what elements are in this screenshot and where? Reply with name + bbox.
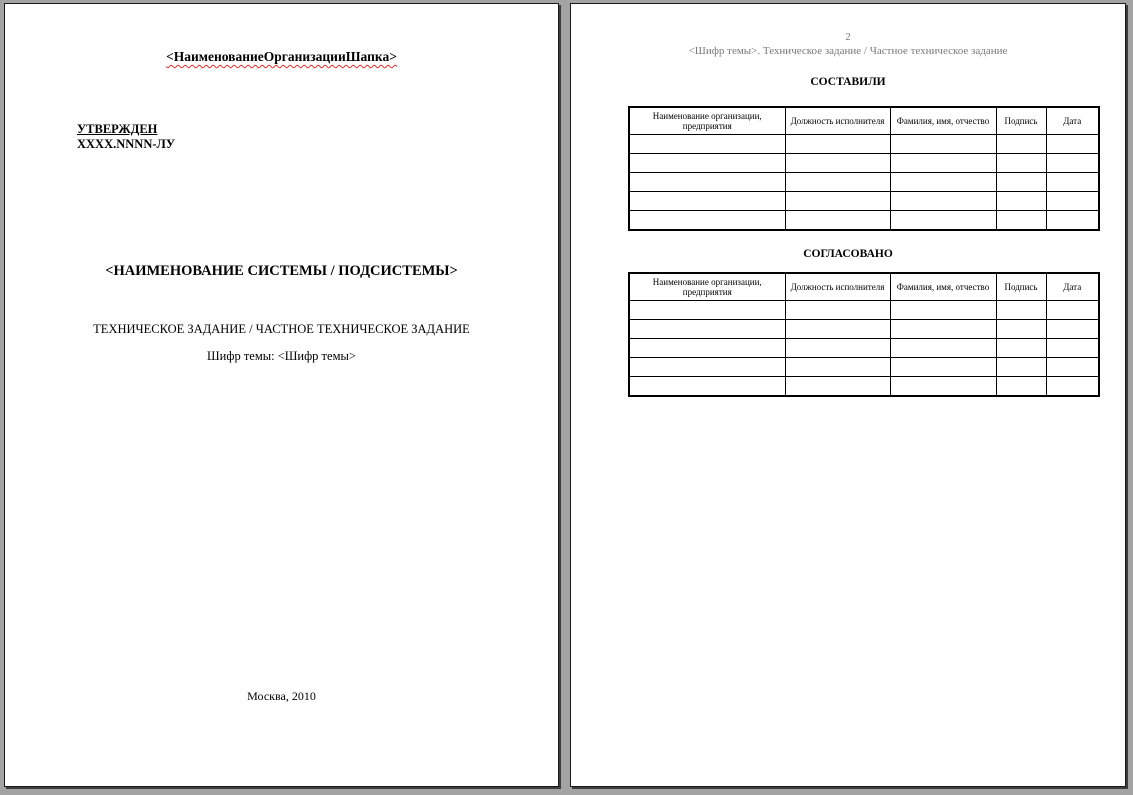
signatures-page [570, 3, 1126, 787]
table-cell [996, 301, 1046, 320]
table-cell [1046, 377, 1099, 397]
table-row [629, 211, 1099, 231]
table-cell [629, 135, 785, 154]
table-cell [785, 320, 890, 339]
table-cell [629, 320, 785, 339]
table-cell [890, 211, 996, 231]
table-header-row [629, 107, 1099, 135]
table-cell [996, 339, 1046, 358]
table-cell [629, 192, 785, 211]
table-cell [785, 154, 890, 173]
column-header: Наименование организации, предприятия [629, 273, 785, 301]
table-cell [629, 301, 785, 320]
column-header: Фамилия, имя, отчество [890, 273, 996, 301]
table-cell [1046, 211, 1099, 231]
column-header: Дата [1046, 273, 1099, 301]
column-header: Должность исполнителя [785, 107, 890, 135]
table-cell [996, 358, 1046, 377]
table-cell [785, 377, 890, 397]
city-year: Москва, 2010 [247, 689, 316, 703]
table-cell [996, 320, 1046, 339]
table-row [629, 301, 1099, 320]
organization-header [5, 49, 558, 65]
table-cell [1046, 173, 1099, 192]
table-cell [996, 377, 1046, 397]
table-row [629, 358, 1099, 377]
column-header: Фамилия, имя, отчество [890, 107, 996, 135]
table-cell [1046, 135, 1099, 154]
table-cell [996, 192, 1046, 211]
column-header: Подпись [996, 273, 1046, 301]
column-header: Наименование организации, предприятия [629, 107, 785, 135]
table-cell [890, 173, 996, 192]
table-cell [996, 154, 1046, 173]
table-cell [785, 135, 890, 154]
column-header: Подпись [996, 107, 1046, 135]
table-cell [996, 135, 1046, 154]
table-cell [785, 339, 890, 358]
compiled-by-title: СОСТАВИЛИ [810, 76, 886, 88]
system-name-title: <НАИМЕНОВАНИЕ СИСТЕМЫ / ПОДСИСТЕМЫ> [105, 263, 458, 279]
table-cell [890, 339, 996, 358]
column-header: Должность исполнителя [785, 273, 890, 301]
table-cell [890, 154, 996, 173]
compiled-by-table [628, 106, 1100, 231]
organization-header-text: <НаименованиеОрганизацииШапка> [166, 49, 397, 64]
title-page [4, 3, 559, 787]
table-cell [1046, 192, 1099, 211]
table-cell [785, 301, 890, 320]
table-cell [785, 211, 890, 231]
table-row [629, 339, 1099, 358]
table-cell [1046, 154, 1099, 173]
approval-block [77, 122, 175, 152]
table-cell [785, 173, 890, 192]
table-cell [890, 192, 996, 211]
table-row [629, 154, 1099, 173]
table-cell [890, 135, 996, 154]
table-cell [890, 358, 996, 377]
table-cell [629, 377, 785, 397]
table-cell [785, 358, 890, 377]
table-cell [1046, 358, 1099, 377]
table-cell [996, 211, 1046, 231]
column-header: Дата [1046, 107, 1099, 135]
agreed-table [628, 272, 1100, 397]
running-header: <Шифр темы>. Техническое задание / Частное техническое задание [688, 45, 1008, 57]
table-cell [890, 377, 996, 397]
table-cell [629, 173, 785, 192]
table-cell [1046, 339, 1099, 358]
table-row [629, 173, 1099, 192]
table-cell [629, 358, 785, 377]
table-row [629, 377, 1099, 397]
table-row [629, 135, 1099, 154]
table-cell [629, 339, 785, 358]
table-cell [1046, 301, 1099, 320]
topic-cipher: Шифр темы: <Шифр темы> [207, 349, 356, 363]
table-cell [629, 211, 785, 231]
table-cell [1046, 320, 1099, 339]
table-row [629, 320, 1099, 339]
approved-document-code: XXXX.NNNN-ЛУ [77, 137, 175, 151]
table-cell [785, 192, 890, 211]
agreed-title: СОГЛАСОВАНО [803, 248, 893, 260]
table-header-row [629, 273, 1099, 301]
approved-label: УТВЕРЖДЕН [77, 122, 158, 136]
table-cell [890, 320, 996, 339]
table-cell [629, 154, 785, 173]
document-type: ТЕХНИЧЕСКОЕ ЗАДАНИЕ / ЧАСТНОЕ ТЕХНИЧЕСКОЕ ЗАДАНИЕ [93, 322, 470, 336]
table-cell [996, 173, 1046, 192]
table-row [629, 192, 1099, 211]
table-cell [890, 301, 996, 320]
page-number: 2 [845, 31, 851, 43]
